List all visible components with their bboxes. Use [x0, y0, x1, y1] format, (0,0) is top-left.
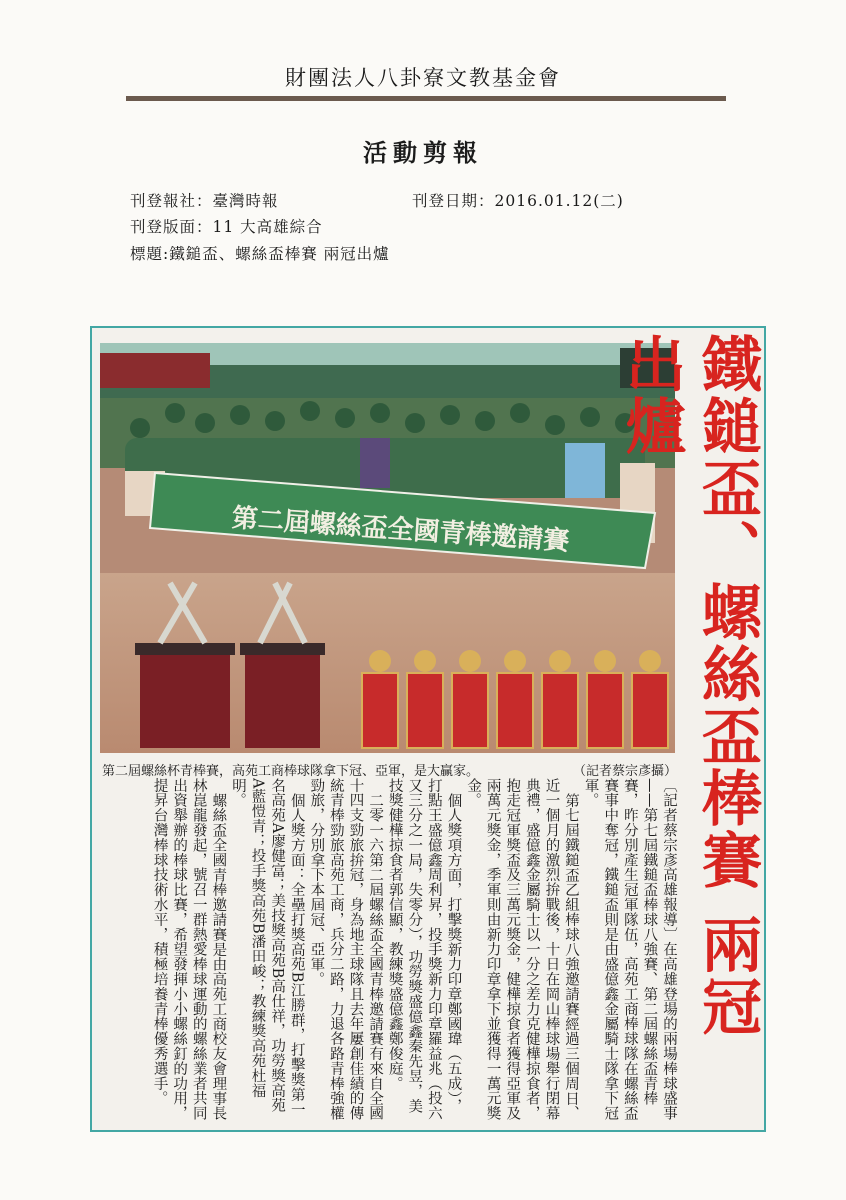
- section-label: 刊登版面：: [130, 218, 213, 236]
- article-byline: 〔記者蔡宗彥高雄報導〕: [661, 778, 677, 942]
- header-rule: [126, 96, 726, 101]
- article-paragraph: 第七屆鐵鎚盃乙組棒球八強邀請賽經過三個周日、近一個月的激烈拚戰後，十日在岡山棒球場舉行閉幕典禮，盛億鑫金屬騎士以一分之差力克健樺掠食者，抱走冠軍獎盃及三萬元獎金，健樺掠食者獲得亞軍及兩萬元獎金，季軍則由新力印章拿下並獲得一萬元獎金。: [465, 778, 580, 1121]
- foundation-name: 財團法人八卦寮文教基金會: [285, 66, 561, 90]
- article-paragraph: 個人獎項方面，打擊獎新力印章鄭國瑋（五成），打點王盛億鑫周利昇，投手獎新力印章羅益兆（投六又三分之一局，失零分），功勞獎盛億鑫秦先昱，美技獎健樺掠食者郭信顯，教練獎盛億鑫鄭俊庭。: [386, 778, 462, 1121]
- team-photo: [100, 343, 675, 753]
- article-paragraph: 〔記者蔡宗彥高雄報導〕在高雄登場的兩場棒球盛事——第七屆鐵鎚盃棒球八強賽、第二屆螺絲盃青棒賽，昨分別產生冠軍隊伍，高苑工商棒球隊在螺絲盃賽事中奪冠，鐵鎚盃則是由盛億鑫金屬騎士隊拿下冠軍。: [582, 778, 677, 1121]
- photo-caption-row: [102, 760, 677, 779]
- section-row: [130, 215, 323, 237]
- photo-credit: （記者蔡宗彥攝）: [572, 764, 677, 779]
- photo-caption: 第二屆螺絲杯青棒賽，高苑工商棒球隊拿下冠、亞軍，是大贏家。: [102, 764, 480, 779]
- section-value: 11 大高雄綜合: [212, 218, 323, 236]
- team-photo-image: [100, 343, 675, 753]
- document-title: 活動剪報: [363, 138, 483, 167]
- article-paragraph: 個人獎方面：全壘打獎高苑B江勝群，打擊獎第一名高苑A廖健富；美技獎高苑B高仕祥，功勞獎高苑A藍愷青；投手獎高苑B潘田峻；教練獎高苑杜福明。: [229, 778, 305, 1117]
- headline-row: [130, 242, 390, 264]
- article-headline: 鐵鎚盃、螺絲盃棒賽 兩冠出爐: [616, 333, 762, 1038]
- newspaper-label: 刊登報社：: [130, 192, 213, 210]
- date-label: 刊登日期：: [412, 192, 495, 210]
- newspaper-row: [130, 189, 279, 211]
- article-paragraph: 二零一六第二屆螺絲盃全國青棒邀請賽有來自全國十四支勁旅拚冠，身為地主球隊且去年屢創佳績的傳統青棒勁旅高苑工商，兵分二路，力退各路青棒強權勁旅，分別拿下本屆冠、亞軍。: [308, 778, 384, 1121]
- article-paragraph: 螺絲盃全國青棒邀請賽是由高苑工商校友會理事長林崑龍發起，號召一群熱愛棒球運動的螺絲業者共同出資舉辦的棒球比賽，希望發揮小小螺絲釘的功用，提昇台灣棒球技術水平，積極培養青棒優秀選手。: [151, 778, 227, 1121]
- article-body: [100, 778, 678, 1123]
- headline-value: 鐵鎚盃、螺絲盃棒賽 兩冠出爐: [169, 245, 390, 263]
- date-value: 2016.01.12(二): [494, 192, 624, 210]
- banner-text: 第二屆螺絲盃全國青棒邀請賽: [230, 503, 571, 557]
- headline-label: 標題:: [130, 245, 170, 263]
- date-row: [412, 189, 624, 211]
- newspaper-value: 臺灣時報: [212, 192, 279, 210]
